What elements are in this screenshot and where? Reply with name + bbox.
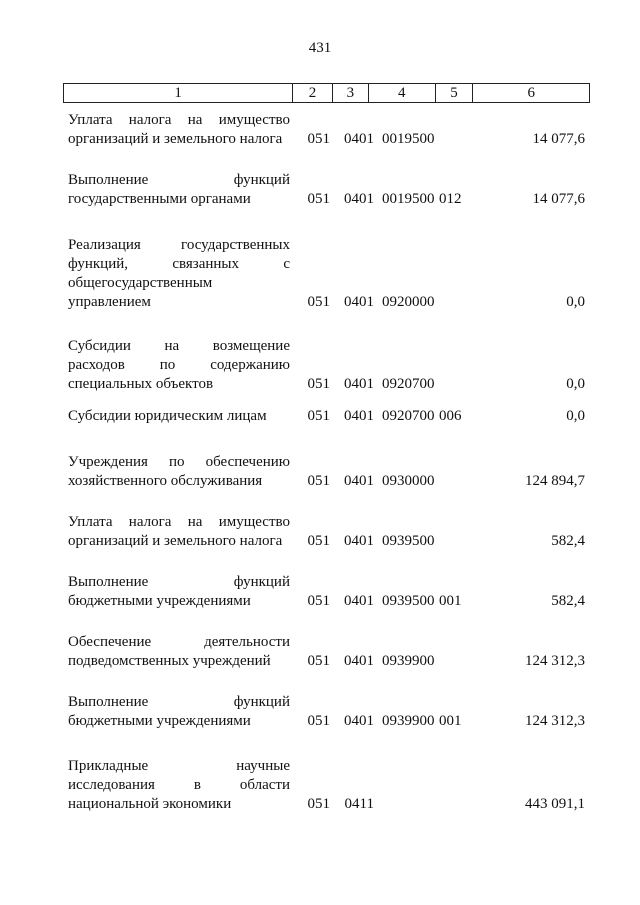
row-name-line: государственными органами <box>68 191 251 207</box>
col-2-value: 051 <box>307 796 330 812</box>
col-2-value: 051 <box>307 408 330 424</box>
row-name-line: исследования в области <box>68 777 290 793</box>
col-4-value: 0939900 <box>382 713 435 729</box>
table-row <box>63 573 590 611</box>
row-name-line: расходов по содержанию <box>68 357 290 373</box>
table-row <box>63 757 590 814</box>
table-row <box>63 337 590 394</box>
col-6-value: 0,0 <box>566 376 585 392</box>
row-name-line: Учреждения по обеспечению <box>68 454 290 470</box>
col-5-value: 012 <box>439 191 462 207</box>
col-2-value: 051 <box>307 713 330 729</box>
table-row <box>63 513 590 551</box>
row-name <box>63 407 290 426</box>
row-name <box>63 757 290 814</box>
row-name-line: организаций и земельного налога <box>68 533 283 549</box>
col-6-value: 14 077,6 <box>532 131 585 147</box>
col-4-value: 0939500 <box>382 533 435 549</box>
row-name-line: Уплата налога на имущество <box>68 112 290 128</box>
col-5-value: 001 <box>439 593 462 609</box>
row-name-line: Субсидии на возмещение <box>68 338 290 354</box>
row-name <box>63 337 290 394</box>
col-3-value: 0401 <box>344 376 374 392</box>
header-col-6: 6 <box>527 84 535 101</box>
col-3-value: 0401 <box>344 408 374 424</box>
table-row <box>63 171 590 209</box>
row-name-line: национальной экономики <box>68 796 232 812</box>
col-3-value: 0401 <box>344 533 374 549</box>
col-4-value: 0019500 <box>382 191 435 207</box>
col-4-value: 0939500 <box>382 593 435 609</box>
col-4-value: 0920700 <box>382 408 435 424</box>
col-6-value: 14 077,6 <box>532 191 585 207</box>
table-row <box>63 693 590 731</box>
col-4-value: 0930000 <box>382 473 435 489</box>
col-6-value: 124 312,3 <box>525 713 585 729</box>
col-6-value: 582,4 <box>551 533 585 549</box>
table-row <box>63 633 590 671</box>
row-name-line: хозяйственного обслуживания <box>68 473 263 489</box>
row-name-line: функций, связанных с <box>68 256 290 272</box>
col-4-value: 0920000 <box>382 294 435 310</box>
col-2-value: 051 <box>307 533 330 549</box>
row-name-line: общегосударственным <box>68 275 213 291</box>
col-5-value: 001 <box>439 713 462 729</box>
col-3-value: 0401 <box>344 653 374 669</box>
header-col-1: 1 <box>64 84 293 102</box>
col-2-value: 051 <box>307 294 330 310</box>
row-name <box>63 513 290 551</box>
header-col-4: 4 <box>369 84 436 102</box>
row-name-line: Обеспечение деятельности <box>68 634 290 650</box>
row-name-line: специальных объектов <box>68 376 214 392</box>
header-col-5: 5 <box>436 84 474 102</box>
header-col-2: 2 <box>293 84 333 102</box>
col-6-value: 0,0 <box>566 408 585 424</box>
col-2-value: 051 <box>307 473 330 489</box>
row-name-line: подведомственных учреждений <box>68 653 271 669</box>
col-3-value: 0411 <box>344 796 374 812</box>
row-name <box>63 633 290 671</box>
col-3-value: 0401 <box>344 593 374 609</box>
table-header <box>63 83 590 103</box>
col-2-value: 051 <box>307 376 330 392</box>
row-name-line: Прикладные научные <box>68 758 290 774</box>
row-name <box>63 573 290 611</box>
row-name <box>63 236 290 312</box>
col-6-value: 124 894,7 <box>525 473 585 489</box>
col-6-value: 443 091,1 <box>525 796 585 812</box>
table-row <box>63 453 590 491</box>
col-4-value: 0019500 <box>382 131 435 147</box>
table-row <box>63 407 590 426</box>
table-row <box>63 111 590 149</box>
col-2-value: 051 <box>307 593 330 609</box>
row-name-line: организаций и земельного налога <box>68 131 283 147</box>
table-row <box>63 236 590 312</box>
row-name <box>63 453 290 491</box>
col-3-value: 0401 <box>344 473 374 489</box>
row-name-line: Субсидии юридическим лицам <box>68 408 267 424</box>
col-6-value: 582,4 <box>551 593 585 609</box>
col-3-value: 0401 <box>344 713 374 729</box>
col-6-value: 124 312,3 <box>525 653 585 669</box>
col-4-value: 0920700 <box>382 376 435 392</box>
col-2-value: 051 <box>307 131 330 147</box>
col-4-value: 0939900 <box>382 653 435 669</box>
col-3-value: 0401 <box>344 191 374 207</box>
page-number: 431 <box>308 40 332 56</box>
row-name-line: бюджетными учреждениями <box>68 593 251 609</box>
row-name-line: Выполнение функций <box>68 574 290 590</box>
col-5-value: 006 <box>439 408 462 424</box>
row-name-line: бюджетными учреждениями <box>68 713 251 729</box>
col-3-value: 0401 <box>344 131 374 147</box>
row-name-line: Выполнение функций <box>68 172 290 188</box>
row-name <box>63 693 290 731</box>
row-name-line: Выполнение функций <box>68 694 290 710</box>
row-name <box>63 111 290 149</box>
row-name-line: Реализация государственных <box>68 237 290 253</box>
col-2-value: 051 <box>307 191 330 207</box>
row-name <box>63 171 290 209</box>
col-2-value: 051 <box>307 653 330 669</box>
col-3-value: 0401 <box>344 294 374 310</box>
col-6-value: 0,0 <box>566 294 585 310</box>
row-name-line: управлением <box>68 294 151 310</box>
header-col-3: 3 <box>333 84 369 102</box>
row-name-line: Уплата налога на имущество <box>68 514 290 530</box>
